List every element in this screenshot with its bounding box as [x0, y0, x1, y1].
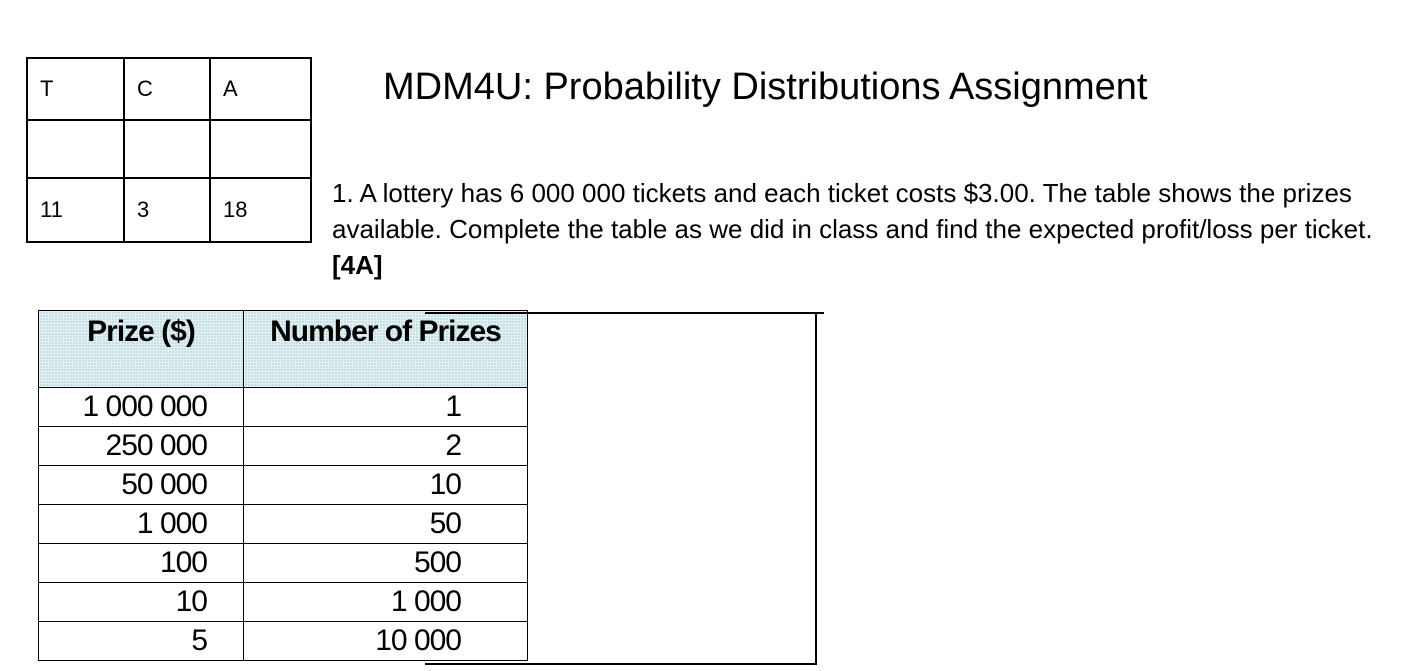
score-total-row: [27, 178, 311, 242]
score-table: [26, 57, 312, 243]
score-header-c: C: [124, 58, 210, 120]
prize-cell: 5: [39, 622, 244, 661]
score-header-t: T: [27, 58, 124, 120]
corner-tick: [816, 312, 824, 314]
prize-cell: 1 000: [39, 505, 244, 544]
prize-cell: 100: [39, 544, 244, 583]
number-column-header: Number of Prizes: [244, 311, 528, 388]
question-text: [332, 175, 1392, 283]
score-blank-c: [124, 120, 210, 178]
page-title: MDM4U: Probability Distributions Assignment: [383, 66, 1148, 108]
number-cell: 500: [244, 544, 528, 583]
prize-cell: 250 000: [39, 427, 244, 466]
number-cell: 1 000: [244, 583, 528, 622]
score-total-a: 18: [210, 178, 311, 242]
number-cell: 2: [244, 427, 528, 466]
score-total-t: 11: [27, 178, 124, 242]
score-header-row: [27, 58, 311, 120]
prize-column-header: Prize ($): [39, 311, 244, 388]
question-body: 1. A lottery has 6 000 000 tickets and each ticket costs $3.00. The table shows the prizes available. Complete the table as we did in class and find the expected profit/loss per ticket.: [332, 178, 1373, 244]
number-cell: 10: [244, 466, 528, 505]
score-blank-row: [27, 120, 311, 178]
score-blank-t: [27, 120, 124, 178]
answer-box: [425, 312, 817, 665]
prize-cell: 50 000: [39, 466, 244, 505]
number-cell: 1: [244, 388, 528, 427]
score-blank-a: [210, 120, 311, 178]
prize-cell: 1 000 000: [39, 388, 244, 427]
prize-cell: 10: [39, 583, 244, 622]
score-header-a: A: [210, 58, 311, 120]
score-total-c: 3: [124, 178, 210, 242]
number-cell: 50: [244, 505, 528, 544]
question-marks: [4A]: [332, 250, 383, 280]
number-cell: 10 000: [244, 622, 528, 661]
